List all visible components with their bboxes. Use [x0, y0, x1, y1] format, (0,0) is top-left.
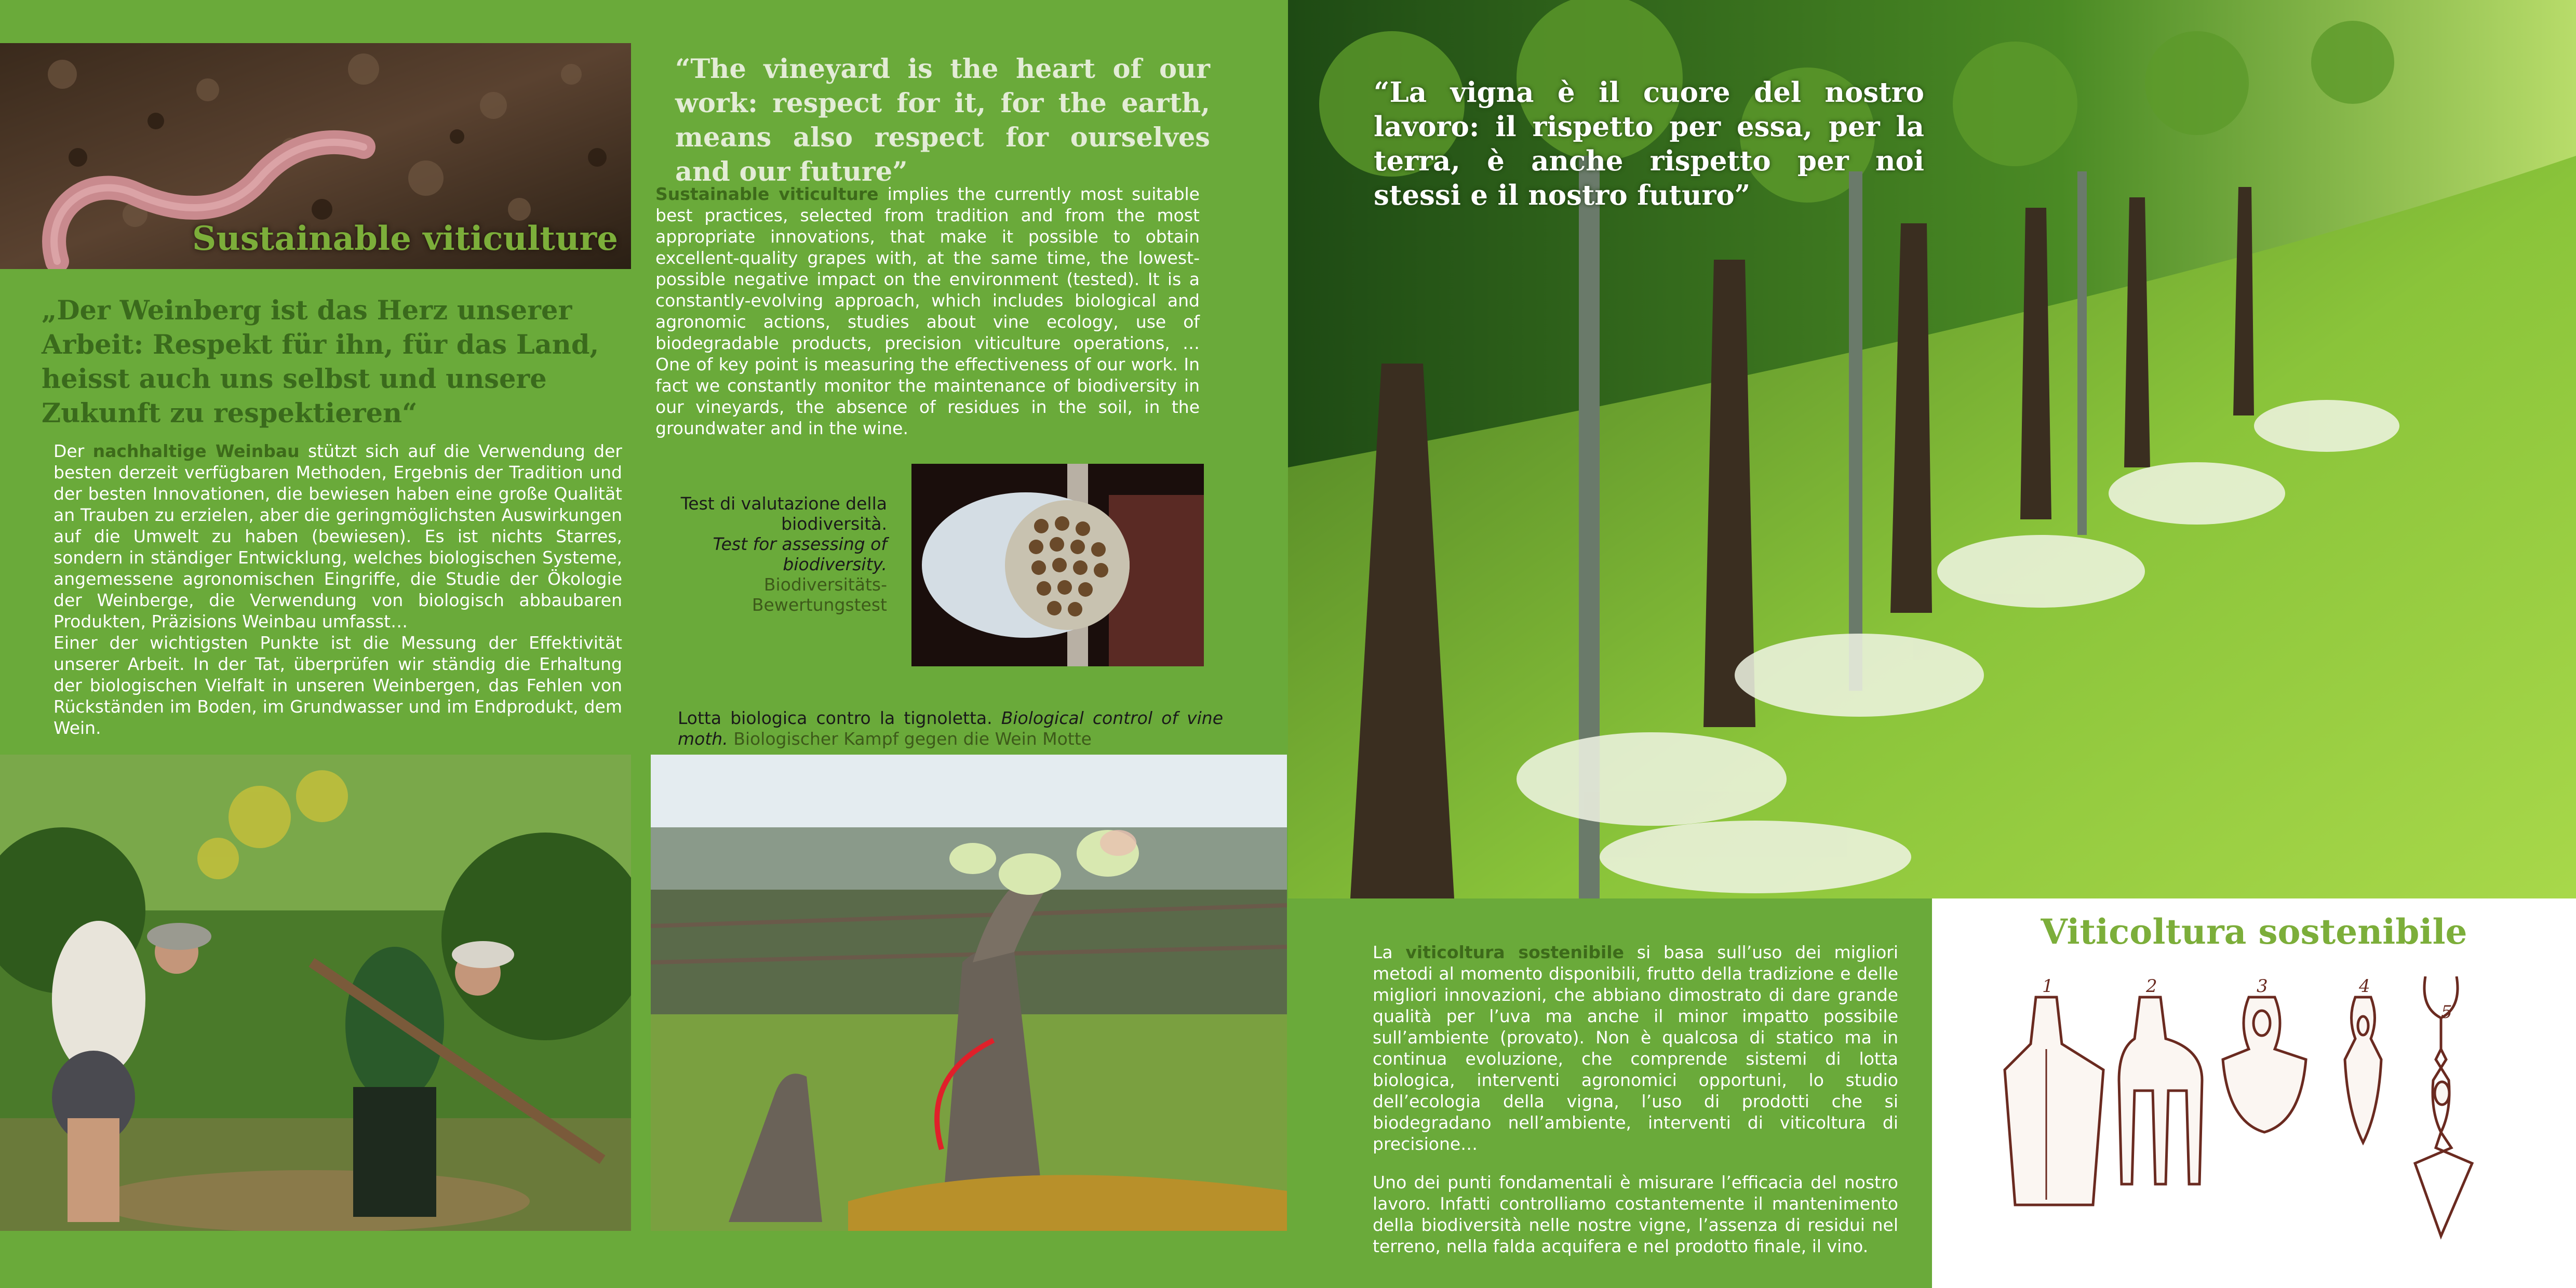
caption-moth-german: Biologischer Kampf gegen die Wein Motte [733, 729, 1092, 749]
caption-moth-italian: Lotta biologica contro la tignoletta. [678, 708, 992, 728]
tool-number-3: 3 [2257, 976, 2268, 997]
vine-trunk-photo [651, 755, 1287, 1231]
workers-hoeing-photo [0, 755, 631, 1231]
quote-italian: “La vigna è il cuore del nostro lavoro: il rispetto per essa, per la terra, è anche rispetto per noi stessi e il nostro futuro” [1374, 76, 1924, 211]
quote-german: „Der Weinberg ist das Herz unserer Arbeit: Respekt für ihn, für das Land, heisst auch uns selbst und unsere Zukunft zu respektieren“ [42, 295, 599, 429]
tool-number-2: 2 [2146, 976, 2157, 997]
caption-bio-german: Biodiversitäts-Bewertungstest [752, 574, 887, 615]
body-it-highlight: viticoltura sostenibile [1405, 942, 1624, 962]
body-de-paragraph-2: Einer der wichtigsten Punkte ist die Messung der Effektivität unserer Arbeit. In der Tat, überprüfen wir ständig die Erhaltung der biologischen Vielfalt in unseren Weinbergen, das Fehlen von Rückständen im Boden, im Grundwasser und im Endprodukt, dem Wein. [53, 633, 622, 738]
tool-number-1: 1 [2042, 976, 2054, 997]
body-en-rest: implies the currently most suitable best practices, selected from tradition and from the most appropriate innovations, that make it possible to obtain excellent-quality grapes with, at the same time, the lowest-possible negative impact on the environment (tested). It is a constantly-evolving approach, which includes biological and agronomic actions, studies about vine ecology, use of biodegradable products, precision viticulture operations, … One of key point is measuring the effectiveness of our work. In fact we constantly monitor the maintenance of biodiversity in our vineyards, the absence of residues in the soil, in the groundwater and in the wine. [655, 184, 1200, 438]
body-text-german [53, 440, 622, 739]
body-de-intro: Der [53, 441, 93, 461]
body-it-intro: La [1373, 942, 1406, 962]
body-it-rest: si basa sull’uso dei migliori metodi al momento disponibili, frutto della tradizione e delle migliori innovazioni, che abbiano dimostrato di dare grande qualità per l’uva ma anche il minor impatto possibile sull’ambiente (provato). Non è qualcosa di statico ma in continua evoluzione, che comprende sistemi di lotta biologica, interventi agronomici opportuni, lo studio dell’ecologia della vigna, l’uso di prodotti che si biodegradano nell’ambiente, interventi di viticoltura di precisione… [1373, 942, 1898, 1154]
tool-number-4: 4 [2359, 976, 2370, 997]
body-de-highlight: nachhaltige Weinbau [92, 441, 300, 461]
tools-panel [1932, 898, 2576, 1288]
tools-panel-title: Viticoltura sostenibile [2041, 911, 2467, 952]
biodiversity-caption [675, 493, 887, 615]
body-text-english [655, 183, 1200, 439]
hoe-tools-illustration [1984, 976, 2524, 1278]
quote-english: “The vineyard is the heart of our work: respect for it, for the earth, means also respect for ourselves and our future” [675, 53, 1210, 187]
bee-hotel-photo [911, 464, 1204, 666]
caption-bio-italian: Test di valutazione della biodiversità. [680, 493, 887, 534]
body-en-highlight: Sustainable viticulture [655, 184, 879, 204]
body-de-rest: stützt sich auf die Verwendung der besten derzeit verfügbaren Methoden, Ergebnis der Tradition und der besten Innovationen, die bewiesen haben eine große Qualität an Trauben zu erzielen, aber die geringmöglichsten Auswirkungen auf die Umwelt zu haben (bewiesen). Es ist nichts Starres, sondern in ständiger Entwicklung, welches biologischen Systeme, angemessene agronomischen Eingriffe, die Studie der Ökologie der Weinberge, die Verwendung von biologisch abbaubaren Produkten, Präzisions Weinbau umfasst… [53, 441, 622, 632]
body-text-italian [1373, 942, 1898, 1257]
tool-number-5: 5 [2441, 1002, 2452, 1023]
tool-2-fork [2119, 997, 2202, 1184]
body-it-paragraph-2: Uno dei punti fondamentali è misurare l’efficacia del nostro lavoro. Infatti controlliamo costantemente il mantenimento della biodiversità nelle nostre vigne, l’assenza di residui nel terreno, nella falda acquifera e nel prodotto finale, il vino. [1373, 1172, 1898, 1256]
tool-1-spade [2005, 997, 2103, 1205]
caption-bio-english: Test for assessing of biodiversity. [713, 534, 887, 574]
soil-photo-title: Sustainable viticulture [192, 219, 618, 258]
caption-moth-english: Biological control of vine moth. [678, 708, 1223, 749]
moth-control-caption [678, 708, 1223, 749]
